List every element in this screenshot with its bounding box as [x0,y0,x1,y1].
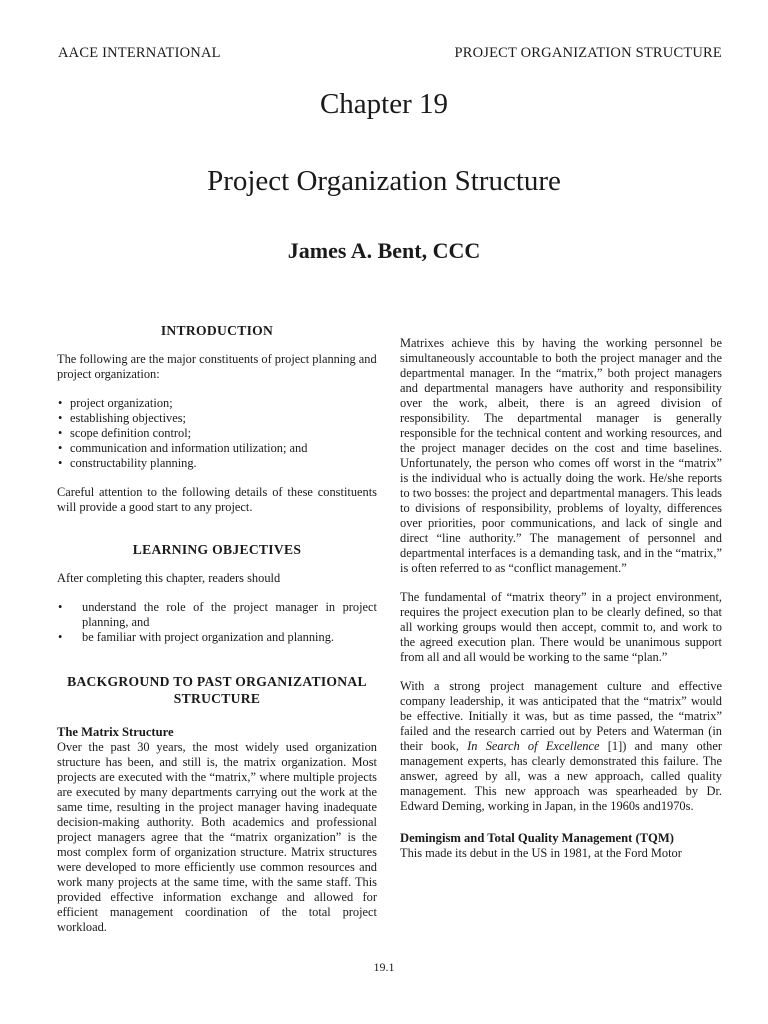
deming-subheading: Demingism and Total Quality Management (TQM) [400,831,674,845]
introduction-closing: Careful attention to the following details of these constituents will provide a good start to any project. [57,485,377,514]
background-heading [57,673,377,707]
matrix-paragraph-3: The fundamental of “matrix theory” in a project environment, requires the project execution plan to be clearly defined, so that all working groups would then accept, commit to, and work to the agreed execution plan. There would be unanimous support from all and all would be working to the same “plan.” [400,590,722,664]
list-item: • understand the role of the project manager in project planning, and [57,600,377,630]
objectives-list [57,600,377,645]
chapter-title: Project Organization Structure [207,165,561,197]
list-item: • be familiar with project organization and planning. [57,630,377,645]
list-item: • communication and information utilization; and [57,441,377,456]
right-column [400,322,722,861]
running-header-right: PROJECT ORGANIZATION STRUCTURE [454,45,722,61]
running-header-left: AACE INTERNATIONAL [58,45,221,61]
chapter-number: Chapter 19 [319,88,449,120]
list-item: • scope definition control; [57,426,377,441]
introduction-lead: The following are the major constituents of project planning and project organization: [57,352,377,381]
matrix-paragraph-4: With a strong project management culture and effective company leadership, it was anticipated that the “matrix” would be effective. Initially it was, but as time passed, the “matrix” failed and the research carried out by Peters and Waterman (in their book, In Search of Excellence [1]) and many other management experts, has clearly demonstrated this failure. The answer, agreed by all, was a new approach, called quality management. This new approach was spearheaded by Dr. Edward Deming, working in Japan, in the 1960s and1970s. [400,679,722,813]
constituents-list [57,396,377,471]
matrix-paragraph-2: Matrixes achieve this by having the working personnel be simultaneously accountable to both the project manager and the departmental manager. In the “matrix,” both project managers and departmental managers have authority and responsibility over the work, albeit, there is an agreed division of responsibility. The departmental manager is generally responsible for the technical content and working resources, and the project manager decides on the cost and time baselines. Unfortunately, the person who comes off worst in the “matrix” is the individual who is actually doing the work. He/she reports to two bosses: the project and departmental managers. This leads to divisions of responsibility, problems of loyalty, differences over priorities, poor communications, and lack of single and direct “line authority.” The management of personnel and departmental interfaces is a demanding task, and in the “matrix,” is often referred to as “conflict management.” [400,336,722,575]
left-column [57,322,377,935]
book-title: In Search of Excellence [467,739,600,753]
deming-paragraph-1: This made its debut in the US in 1981, at the Ford Motor [400,846,682,860]
list-item: • constructability planning. [57,456,377,471]
background-heading-line2: STRUCTURE [173,691,261,706]
objectives-lead: After completing this chapter, readers should [57,571,281,585]
list-item: • project organization; [57,396,377,411]
matrix-paragraph-1: Over the past 30 years, the most widely used organization structure has been, and still is, the matrix organization. Most projects are executed with the “matrix,” where multiple projects are executed by many departments carrying out the work at the same time, resulting in the project manager having inadequate decision-making authority. Both academics and professional project managers agree that the “matrix organization” is the most complex form of organization structure. Matrix structures were developed to more efficiently use common resources and work many projects at the same time, with the same staff. This provided effective information exchange and allowed for efficient management coordination of the total project workload. [57,740,377,934]
list-item: • establishing objectives; [57,411,377,426]
introduction-heading: INTRODUCTION [160,323,274,338]
learning-objectives-heading: LEARNING OBJECTIVES [132,542,302,557]
author-name: James A. Bent, CCC [287,238,481,263]
matrix-structure-subheading: The Matrix Structure [57,725,174,739]
background-heading-line1: BACKGROUND TO PAST ORGANIZATIONAL [67,674,367,689]
page-number: 19.1 [373,960,395,974]
